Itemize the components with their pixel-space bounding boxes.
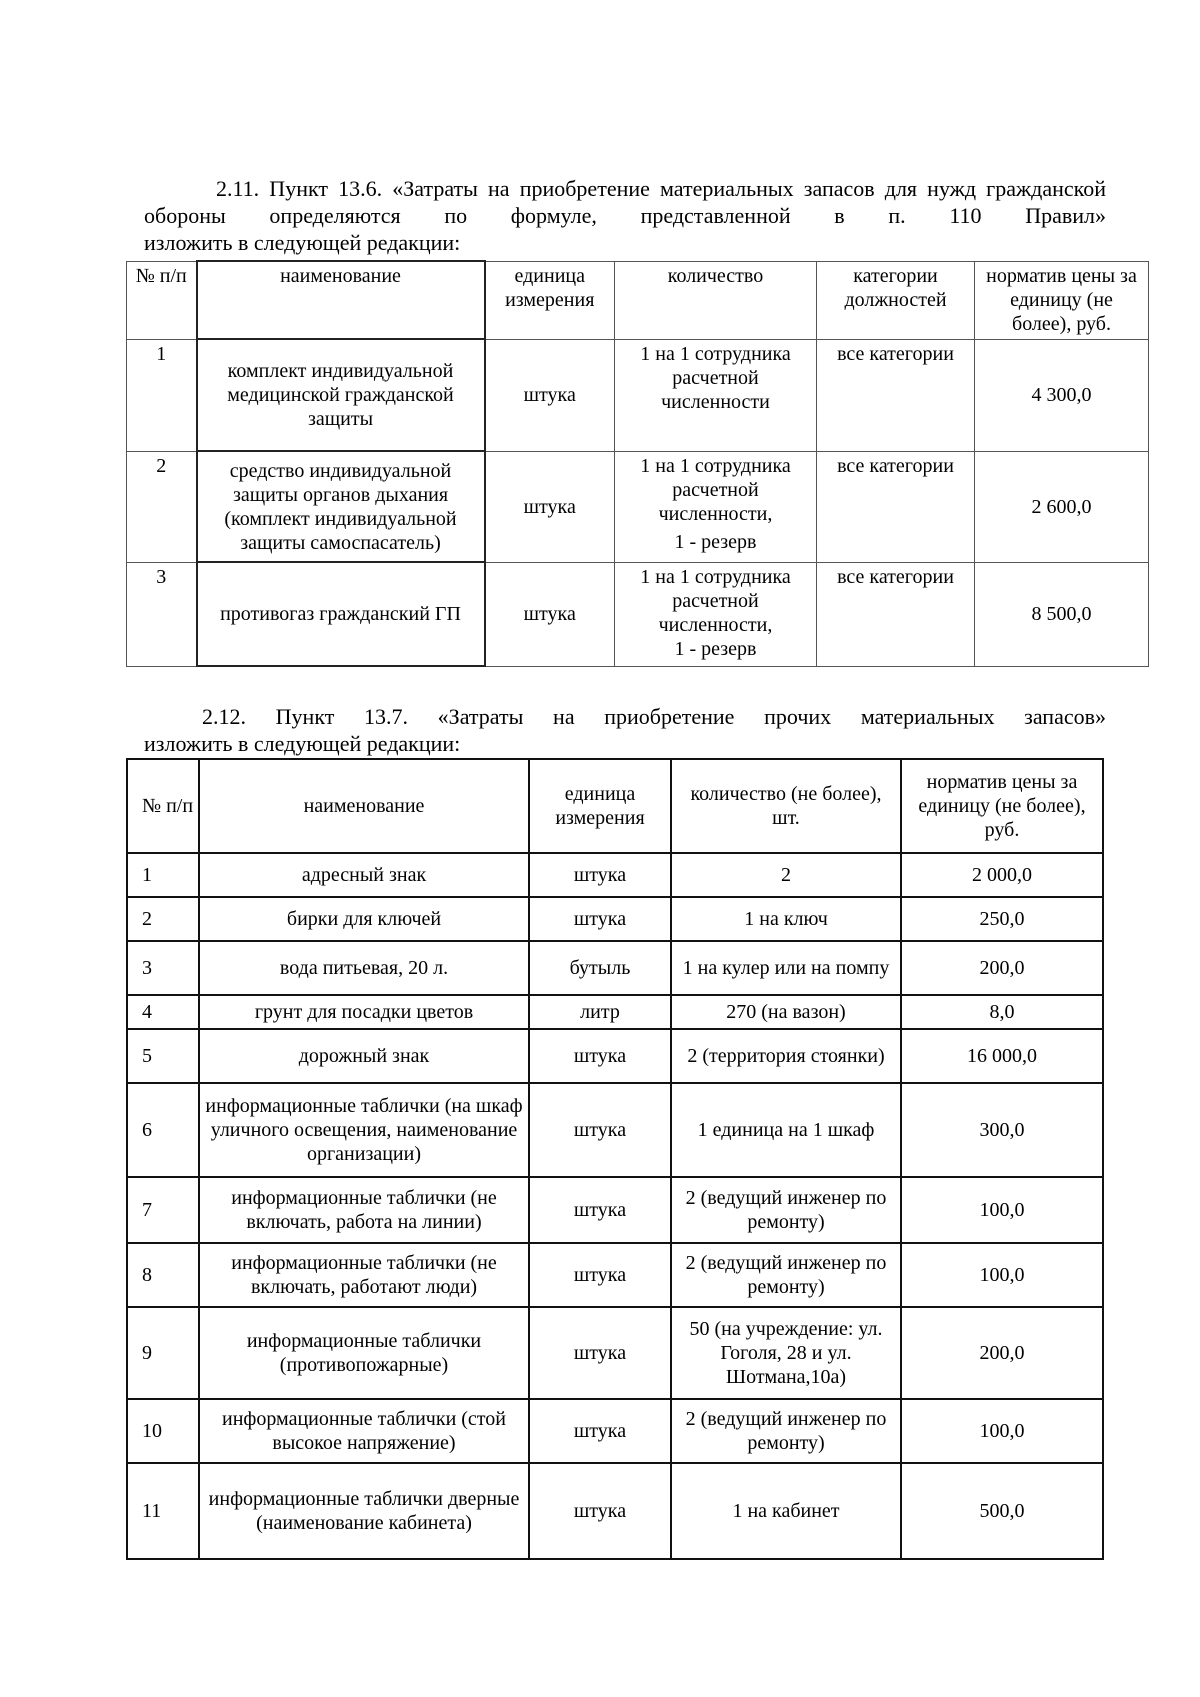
- quantity-reserve: 1 - резерв: [674, 637, 757, 660]
- row-number: 2: [127, 451, 197, 562]
- row-category: все категории: [817, 339, 975, 451]
- paragraph-lead: 2.12. Пункт 13.7. «Затраты на приобретение прочих материальных запасов»: [202, 704, 1106, 729]
- quantity-reserve: 1 - резерв: [674, 530, 757, 553]
- row-quantity: [615, 562, 817, 666]
- row-name: грунт для посадки цветов: [199, 995, 529, 1029]
- row-quantity: 2 (территория стоянки): [671, 1029, 901, 1083]
- row-name: информационные таблички (на шкаф уличного освещения, наименование организации): [199, 1083, 529, 1177]
- row-quantity: 2 (ведущий инженер по ремонту): [671, 1243, 901, 1307]
- table-row: [127, 1083, 1103, 1177]
- row-quantity: 1 единица на 1 шкаф: [671, 1083, 901, 1177]
- row-name: вода питьевая, 20 л.: [199, 941, 529, 995]
- row-quantity: 1 на ключ: [671, 897, 901, 941]
- quantity-main: 1 на 1 сотрудника расчетной численности: [640, 342, 791, 413]
- table-row: [127, 1399, 1103, 1463]
- row-number: 6: [127, 1083, 199, 1177]
- row-unit: штука: [529, 1083, 671, 1177]
- row-quantity: 1 на кулер или на помпу: [671, 941, 901, 995]
- row-number: 1: [127, 853, 199, 897]
- row-name: адресный знак: [199, 853, 529, 897]
- row-name: информационные таблички (не включать, работа на линии): [199, 1177, 529, 1243]
- row-number: 1: [127, 339, 197, 451]
- header-name: наименование: [199, 759, 529, 853]
- table-row: [127, 339, 1149, 451]
- row-unit: штука: [529, 1463, 671, 1559]
- row-price: 200,0: [901, 941, 1103, 995]
- header-price: норматив цены за единицу (не более), руб.: [901, 759, 1103, 853]
- row-price: 8,0: [901, 995, 1103, 1029]
- row-name: информационные таблички (противопожарные): [199, 1307, 529, 1399]
- row-name: дорожный знак: [199, 1029, 529, 1083]
- row-unit: бутыль: [529, 941, 671, 995]
- row-quantity: 2: [671, 853, 901, 897]
- row-quantity: 1 на кабинет: [671, 1463, 901, 1559]
- row-price: 200,0: [901, 1307, 1103, 1399]
- header-unit: единица измерения: [485, 261, 615, 339]
- row-name: информационные таблички (не включать, работают люди): [199, 1243, 529, 1307]
- row-quantity: [615, 451, 817, 562]
- row-price: 250,0: [901, 897, 1103, 941]
- row-unit: штука: [485, 451, 615, 562]
- row-number: 10: [127, 1399, 199, 1463]
- quantity-main: 1 на 1 сотрудника расчетной численности,: [640, 565, 791, 636]
- row-quantity: [615, 339, 817, 451]
- row-quantity: 2 (ведущий инженер по ремонту): [671, 1177, 901, 1243]
- row-category: все категории: [817, 562, 975, 666]
- row-unit: штука: [529, 1029, 671, 1083]
- other-supplies-table: [126, 758, 1104, 1560]
- row-quantity: 270 (на вазон): [671, 995, 901, 1029]
- header-number: № п/п: [127, 759, 199, 853]
- civil-defense-table: [126, 260, 1149, 667]
- row-price: 8 500,0: [975, 562, 1149, 666]
- row-price: 100,0: [901, 1177, 1103, 1243]
- row-name: информационные таблички (стой высокое напряжение): [199, 1399, 529, 1463]
- row-name: комплект индивидуальной медицинской гражданской защиты: [197, 339, 485, 451]
- row-number: 5: [127, 1029, 199, 1083]
- table-row: [127, 451, 1149, 562]
- row-quantity: 2 (ведущий инженер по ремонту): [671, 1399, 901, 1463]
- row-number: 2: [127, 897, 199, 941]
- row-name: средство индивидуальной защиты органов дыхания (комплект индивидуальной защиты самоспасатель): [197, 451, 485, 562]
- table-row: [127, 1463, 1103, 1559]
- header-name: наименование: [197, 261, 485, 339]
- row-unit: штука: [485, 562, 615, 666]
- row-quantity: 50 (на учреждение: ул. Гоголя, 28 и ул. Шотмана,10а): [671, 1307, 901, 1399]
- row-price: 2 600,0: [975, 451, 1149, 562]
- row-number: 11: [127, 1463, 199, 1559]
- row-category: все категории: [817, 451, 975, 562]
- paragraph-tail: изложить в следующей редакции:: [144, 731, 461, 756]
- table-row: [127, 941, 1103, 995]
- header-quantity: количество (не более), шт.: [671, 759, 901, 853]
- row-number: 8: [127, 1243, 199, 1307]
- row-unit: штука: [529, 1243, 671, 1307]
- row-number: 7: [127, 1177, 199, 1243]
- table-row: [127, 1177, 1103, 1243]
- row-unit: штука: [529, 1399, 671, 1463]
- row-number: 4: [127, 995, 199, 1029]
- section-2-11-paragraph: [144, 175, 1106, 256]
- paragraph-tail: изложить в следующей редакции:: [144, 230, 461, 255]
- row-name: противогаз гражданский ГП: [197, 562, 485, 666]
- row-unit: штука: [529, 1307, 671, 1399]
- table-header-row: [127, 759, 1103, 853]
- table-row: [127, 995, 1103, 1029]
- table-header-row: [127, 261, 1149, 339]
- row-name: бирки для ключей: [199, 897, 529, 941]
- row-price: 2 000,0: [901, 853, 1103, 897]
- header-unit: единица измерения: [529, 759, 671, 853]
- quantity-main: 1 на 1 сотрудника расчетной численности,: [640, 454, 791, 525]
- row-price: 100,0: [901, 1399, 1103, 1463]
- row-unit: штука: [529, 853, 671, 897]
- row-price: 100,0: [901, 1243, 1103, 1307]
- table-row: [127, 1307, 1103, 1399]
- row-name: информационные таблички дверные (наименование кабинета): [199, 1463, 529, 1559]
- row-unit: штука: [529, 1177, 671, 1243]
- table-row: [127, 562, 1149, 666]
- table-row: [127, 1243, 1103, 1307]
- row-number: 9: [127, 1307, 199, 1399]
- table-row: [127, 897, 1103, 941]
- row-price: 16 000,0: [901, 1029, 1103, 1083]
- row-number: 3: [127, 562, 197, 666]
- row-unit: литр: [529, 995, 671, 1029]
- paragraph-lead: 2.11. Пункт 13.6. «Затраты на приобретение материальных запасов для нужд гражданской обороны определяются по формуле, представленной в п. 110 Правил»: [144, 176, 1106, 228]
- row-price: 500,0: [901, 1463, 1103, 1559]
- section-2-12-paragraph: [144, 703, 1106, 757]
- header-price: норматив цены за единицу (не более), руб.: [975, 261, 1149, 339]
- header-quantity: количество: [615, 261, 817, 339]
- row-unit: штука: [529, 897, 671, 941]
- header-number: № п/п: [127, 261, 197, 339]
- row-price: 4 300,0: [975, 339, 1149, 451]
- row-number: 3: [127, 941, 199, 995]
- table-row: [127, 853, 1103, 897]
- row-price: 300,0: [901, 1083, 1103, 1177]
- row-unit: штука: [485, 339, 615, 451]
- table-row: [127, 1029, 1103, 1083]
- header-category: категории должностей: [817, 261, 975, 339]
